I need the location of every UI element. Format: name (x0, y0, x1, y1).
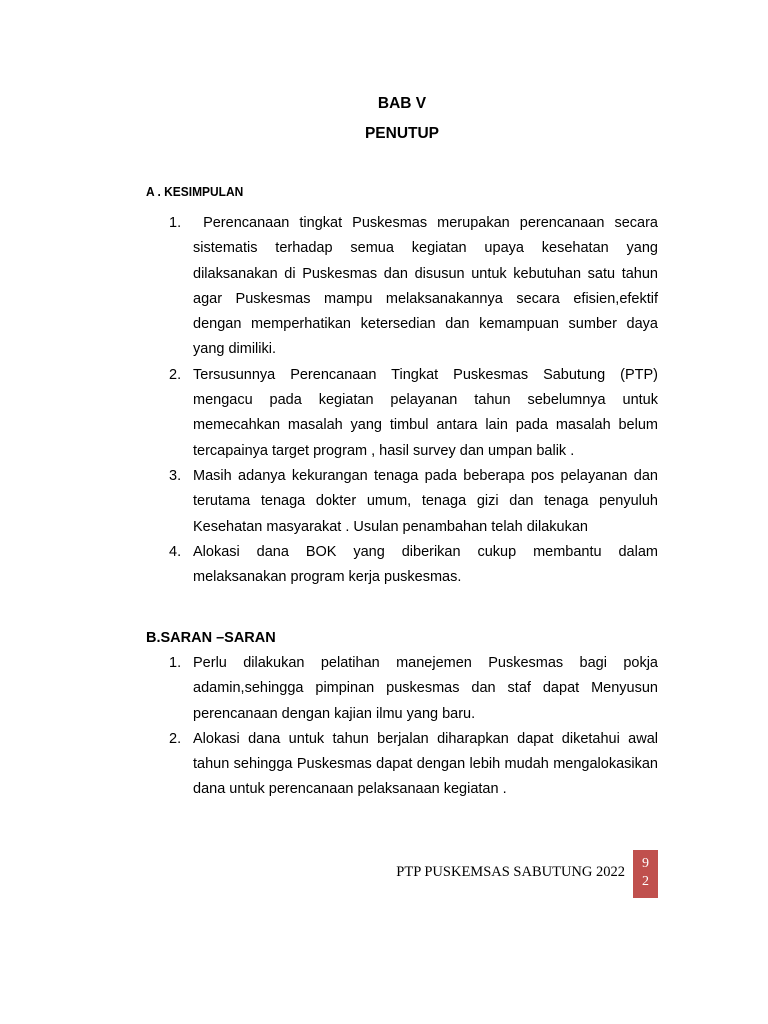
list-item-number: 2. (169, 366, 182, 383)
page-number-digit: 2 (642, 874, 649, 889)
list-item-text: Perlu dilakukan pelatihan manejemen Puskesmas bagi pokja adamin,sehingga pimpinan puskesmas dan staf dapat Menyusun perencanaan dengan kajian ilmu yang baru. (193, 655, 658, 722)
list-item (146, 540, 658, 591)
page-number-badge (633, 850, 658, 898)
list-item-text: Perencanaan tingkat Puskesmas merupakan perencanaan secara sistematis terhadap semua kegiatan upaya kesehatan yang dilaksanakan di Puskesmas dan disusun untuk kebutuhan satu tahun agar Puskesmas mampu melaksanakannya secara efisien,efektif dengan memperhatikan ketersedian dan kemampuan sumber daya yang dimiliki. (193, 215, 663, 358)
list-item-number: 2. (169, 730, 182, 747)
section-heading-saran: B.SARAN –SARAN (146, 630, 276, 646)
chapter-title: PENUTUP (364, 125, 440, 142)
list-item (146, 363, 658, 464)
page-number-digit: 9 (642, 856, 649, 871)
list-item (146, 727, 658, 803)
list-item-text: Masih adanya kekurangan tenaga pada beberapa pos pelayanan dan terutama tenaga dokter umum, tenaga gizi dan tenaga penyuluh Kesehatan masyarakat . Usulan penambahan telah dilakukan (193, 467, 658, 535)
list-item (146, 651, 658, 727)
list-item-text: Alokasi dana untuk tahun berjalan diharapkan dapat diketahui awal tahun sehingga Puskesmas dapat dengan lebih mudah mengalokasikan dana untuk perencanaan pelaksanaan kegiatan . (193, 730, 658, 798)
list-item-number: 1. (169, 655, 182, 671)
list-item-number: 1. (169, 215, 182, 231)
chapter-number: BAB V (377, 95, 427, 112)
footer-text: PTP PUSKEMSAS SABUTUNG 2022 (396, 864, 625, 880)
list-item-number: 4. (169, 543, 182, 560)
saran-list (146, 651, 658, 803)
list-item-text: Tersusunnya Perencanaan Tingkat Puskesmas Sabutung (PTP) mengacu pada kegiatan pelayanan tahun sebelumnya untuk memecahkan masalah yang timbul antara lain pada masalah belum tercapainya target program , hasil survey dan umpan balik . (193, 366, 658, 459)
section-heading-kesimpulan: A . KESIMPULAN (146, 184, 244, 199)
list-item (146, 211, 663, 363)
list-item-number: 3. (169, 467, 182, 484)
kesimpulan-list (146, 211, 663, 590)
list-item-text: Alokasi dana BOK yang diberikan cukup membantu dalam melaksanakan program kerja puskesmas. (193, 543, 658, 586)
list-item (146, 464, 658, 540)
